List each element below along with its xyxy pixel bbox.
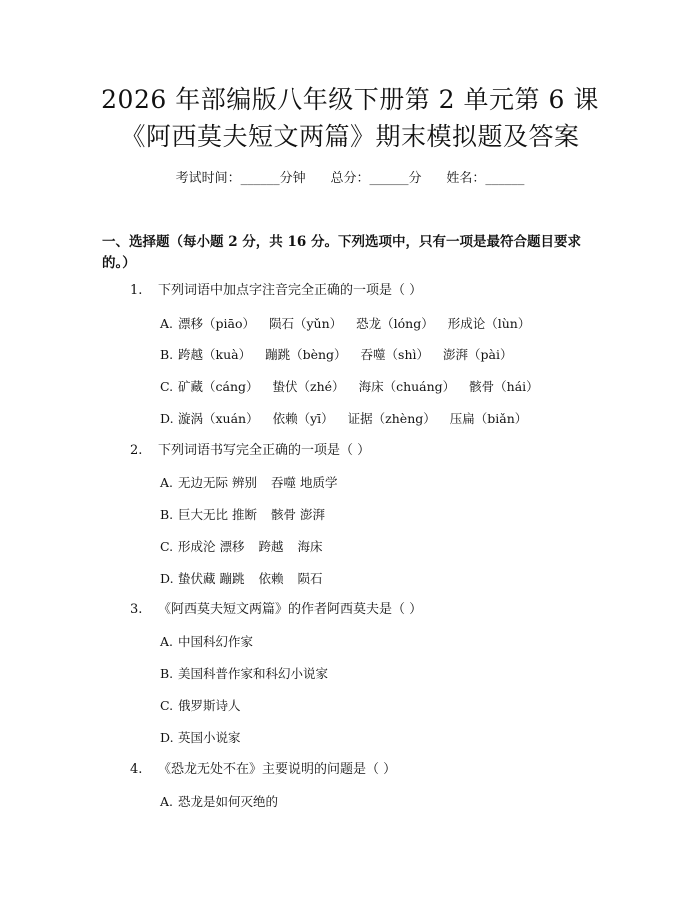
option-item: 蹦跳（bèng）: [265, 347, 347, 362]
option-item: 恐龙是如何灭绝的: [178, 794, 279, 809]
option-item: 漂移（piāo）: [178, 316, 255, 331]
time-label: 考试时间：: [175, 171, 241, 186]
option-item: 形成论（lùn）: [447, 316, 531, 331]
option-item: 形成沦 漂移: [178, 539, 245, 554]
question-number: 2.: [130, 443, 143, 458]
question-number: 4.: [130, 762, 143, 777]
option-item: 陨石: [297, 571, 323, 586]
question-text: 《恐龙无处不在》主要说明的问题是（ ）: [158, 762, 397, 777]
option-item: 海床: [297, 539, 323, 554]
time-unit: 分钟: [279, 171, 306, 186]
option-label: A.: [160, 316, 174, 331]
option-label: C.: [160, 698, 174, 713]
option-item: 证据（zhèng）: [347, 411, 436, 426]
option-item: 蛰伏藏 蹦跳: [178, 571, 245, 586]
option-label: D.: [160, 730, 174, 745]
question-number: 3.: [130, 602, 143, 617]
option-item: 巨大无比 推断: [178, 507, 257, 522]
option-label: D.: [160, 571, 174, 586]
option-item: 依赖: [258, 571, 284, 586]
option-item: 跨越: [258, 539, 284, 554]
option-label: B.: [160, 507, 174, 522]
option-item: 骸骨（hái）: [469, 379, 539, 394]
time-blank: ______: [240, 171, 280, 186]
option-item: 俄罗斯诗人: [178, 698, 241, 713]
option-item: 漩涡（xuán）: [178, 411, 259, 426]
option-item: 中国科幻作家: [178, 634, 254, 649]
question-text: 下列词语书写完全正确的一项是（ ）: [158, 443, 371, 458]
option-item: 美国科普作家和科幻小说家: [178, 666, 329, 681]
option-item: 恐龙（lóng）: [356, 316, 434, 331]
document-title-line2: 《阿西莫夫短文两篇》期末模拟题及答案: [120, 122, 580, 151]
option-label: A.: [160, 794, 174, 809]
option-item: 海床（chuáng）: [358, 379, 456, 394]
option-label: C.: [160, 539, 174, 554]
option-item: 压扁（biǎn）: [449, 411, 528, 426]
question-text: 下列词语中加点字注音完全正确的一项是（ ）: [158, 283, 423, 298]
option-item: 依赖（yī）: [272, 411, 334, 426]
option-item: 骸骨 澎湃: [270, 507, 325, 522]
option-label: C.: [160, 379, 174, 394]
score-label: 总分：: [330, 171, 370, 186]
option-item: 吞噬 地质学: [270, 475, 338, 490]
option-item: 澎湃（pài）: [443, 347, 513, 362]
section-heading-line1: 一、选择题（每小题 2 分，共 16 分。下列选项中，只有一项是最符合题目要求: [102, 234, 581, 250]
option-label: A.: [160, 634, 174, 649]
option-item: 陨石（yǔn）: [268, 316, 343, 331]
option-label: B.: [160, 347, 174, 362]
name-label: 姓名：: [446, 171, 486, 186]
score-blank: ______: [369, 171, 409, 186]
option-item: 吞噬（shì）: [360, 347, 429, 362]
option-item: 无边无际 辨别: [178, 475, 257, 490]
score-unit: 分: [408, 171, 422, 186]
question-number: 1.: [130, 283, 143, 298]
option-label: D.: [160, 411, 174, 426]
option-item: 跨越（kuà）: [178, 347, 252, 362]
name-blank: ______: [485, 171, 525, 186]
option-item: 矿藏（cáng）: [178, 379, 259, 394]
option-label: A.: [160, 475, 174, 490]
option-label: B.: [160, 666, 174, 681]
option-item: 蛰伏（zhé）: [272, 379, 345, 394]
option-item: 英国小说家: [178, 730, 241, 745]
section-heading-line2: 的。）: [102, 255, 136, 271]
exam-meta: [0, 170, 700, 188]
question-text: 《阿西莫夫短文两篇》的作者阿西莫夫是（ ）: [158, 602, 423, 617]
document-title-line1: 2026 年部编版八年级下册第 2 单元第 6 课: [101, 85, 599, 114]
